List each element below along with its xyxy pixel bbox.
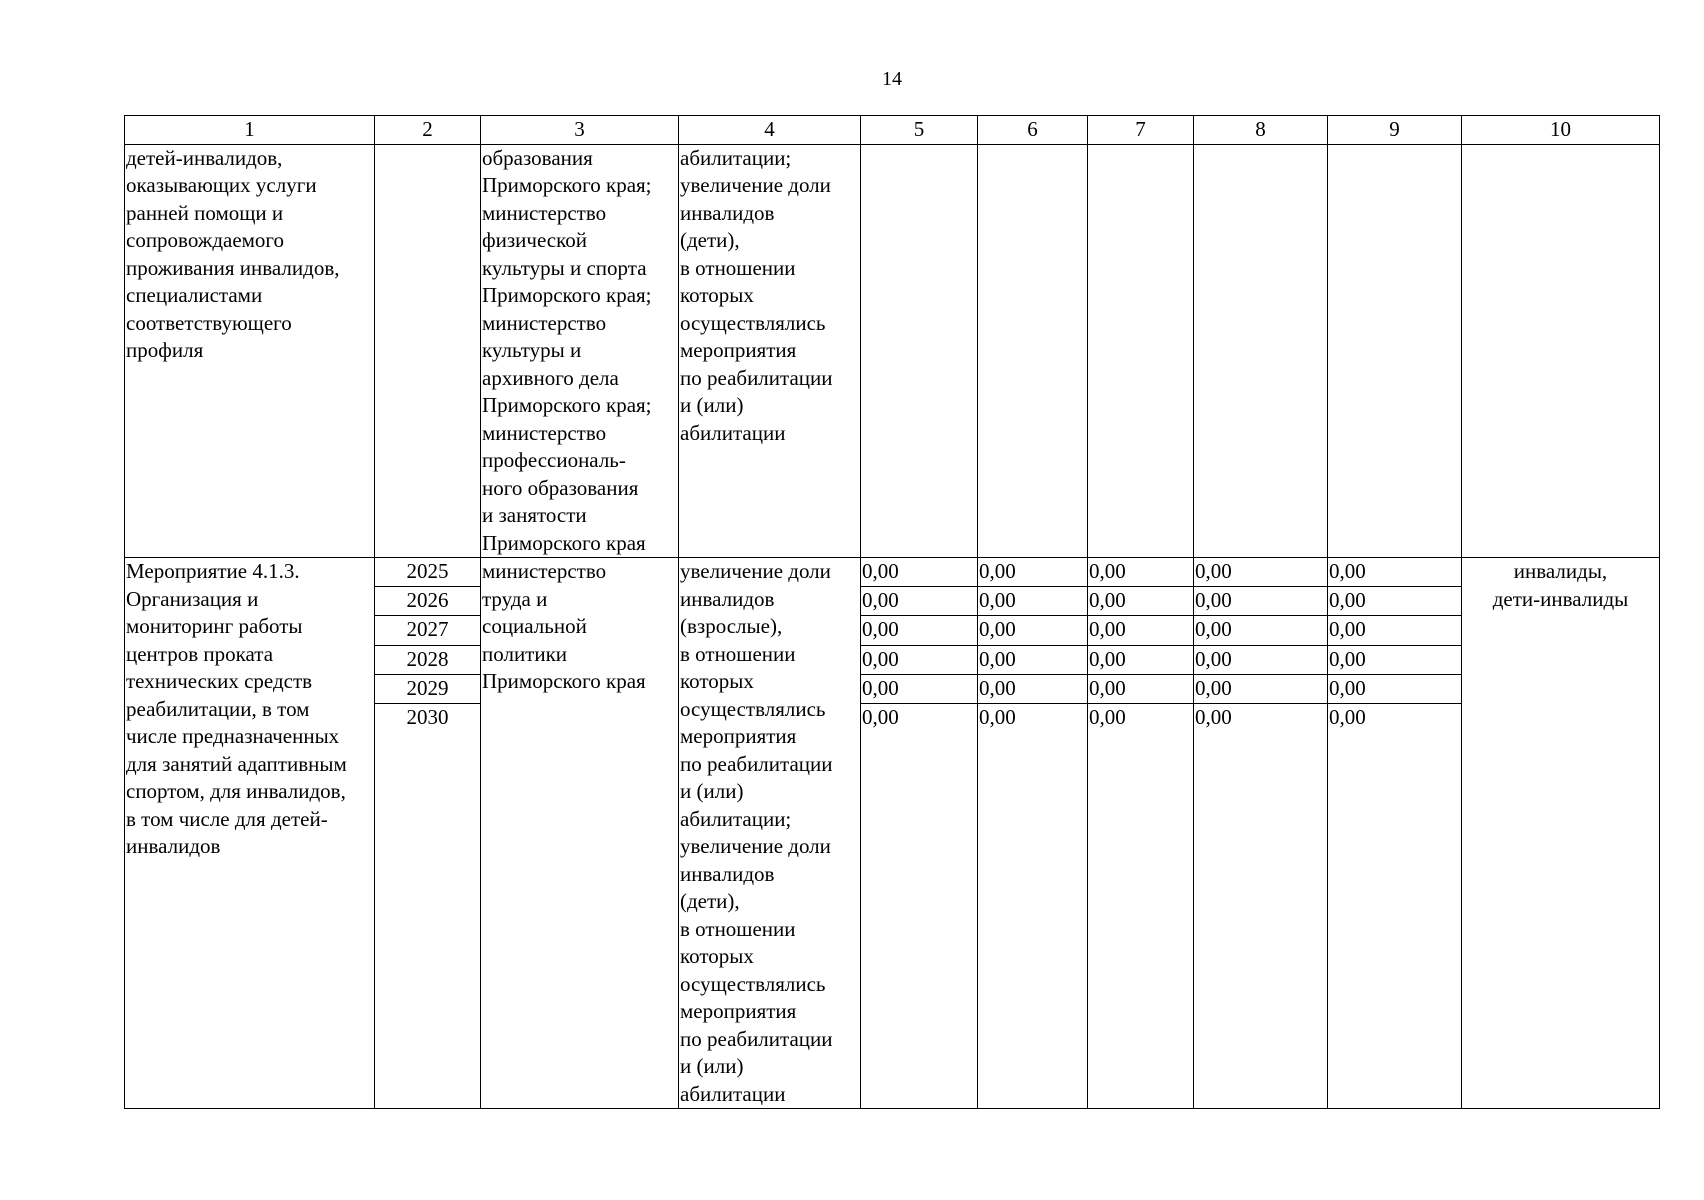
value-cell: 0,00 (1194, 587, 1328, 616)
value-cell: 0,00 (1088, 558, 1194, 587)
header-cell: 7 (1088, 116, 1194, 145)
measures-table (124, 115, 1660, 1109)
value-cell: 0,00 (978, 558, 1088, 587)
value-cell: 0,00 (1088, 587, 1194, 616)
value-cell: 0,00 (978, 587, 1088, 616)
year-cell: 2030 (375, 704, 481, 1109)
value-cell: 0,00 (1328, 704, 1462, 1109)
value-cell: 0,00 (1088, 645, 1194, 674)
page-number: 14 (882, 68, 902, 90)
value-cell: 0,00 (1194, 674, 1328, 703)
header-cell: 2 (375, 116, 481, 145)
value-cell: 0,00 (978, 616, 1088, 645)
value-cell: 0,00 (978, 674, 1088, 703)
value-cell: 0,00 (1194, 704, 1328, 1109)
value-cell: 0,00 (861, 674, 978, 703)
year-cell: 2028 (375, 645, 481, 674)
value-cell: 0,00 (1328, 645, 1462, 674)
value-cell: 0,00 (861, 558, 978, 587)
empty-cell (1328, 144, 1462, 558)
header-cell: 9 (1328, 116, 1462, 145)
value-cell: 0,00 (1088, 616, 1194, 645)
value-cell: 0,00 (1328, 674, 1462, 703)
value-cell: 0,00 (861, 616, 978, 645)
table-row (125, 558, 1660, 587)
target-group-cell: инвалиды, дети-инвалиды (1462, 558, 1660, 1109)
value-cell: 0,00 (861, 645, 978, 674)
year-cell: 2029 (375, 674, 481, 703)
executors-cell: образования Приморского края; министерство физической культуры и спорта Приморского края; министерство культуры и архивного дела Приморского края; министерство профессиональ- ного образования и занятости Приморского края (481, 144, 679, 558)
value-cell: 0,00 (978, 704, 1088, 1109)
executors-cell: министерство труда и социальной политики Приморского края (481, 558, 679, 1109)
measure-description: детей-инвалидов, оказывающих услуги ранней помощи и сопровождаемого проживания инвалидов, специалистами соответствующего профиля (125, 144, 375, 558)
value-cell: 0,00 (1328, 616, 1462, 645)
header-row (125, 116, 1660, 145)
year-cell: 2027 (375, 616, 481, 645)
value-cell: 0,00 (1088, 674, 1194, 703)
value-cell: 0,00 (1088, 704, 1194, 1109)
empty-cell (1194, 144, 1328, 558)
value-cell: 0,00 (1328, 558, 1462, 587)
value-cell: 0,00 (861, 587, 978, 616)
value-cell: 0,00 (1194, 645, 1328, 674)
header-cell: 5 (861, 116, 978, 145)
empty-cell (1462, 144, 1660, 558)
header-cell: 1 (125, 116, 375, 145)
header-cell: 4 (679, 116, 861, 145)
value-cell: 0,00 (861, 704, 978, 1109)
value-cell: 0,00 (1328, 587, 1462, 616)
measure-description: Мероприятие 4.1.3. Организация и мониторинг работы центров проката технических средств реабилитации, в том числе предназначенных для занятий адаптивным спортом, для инвалидов, в том числе для детей- инвалидов (125, 558, 375, 1109)
table-row (125, 144, 1660, 558)
header-cell: 8 (1194, 116, 1328, 145)
empty-cell (978, 144, 1088, 558)
value-cell: 0,00 (978, 645, 1088, 674)
value-cell: 0,00 (1194, 558, 1328, 587)
empty-cell (375, 144, 481, 558)
result-cell: абилитации; увеличение доли инвалидов (дети), в отношении которых осуществлялись мероприятия по реабилитации и (или) абилитации (679, 144, 861, 558)
header-cell: 3 (481, 116, 679, 145)
year-cell: 2026 (375, 587, 481, 616)
value-cell: 0,00 (1194, 616, 1328, 645)
header-cell: 10 (1462, 116, 1660, 145)
empty-cell (1088, 144, 1194, 558)
empty-cell (861, 144, 978, 558)
header-cell: 6 (978, 116, 1088, 145)
result-cell: увеличение доли инвалидов (взрослые), в отношении которых осуществлялись мероприятия по реабилитации и (или) абилитации; увеличение доли инвалидов (дети), в отношении которых осуществлялись мероприятия по реабилитации и (или) абилитации (679, 558, 861, 1109)
year-cell: 2025 (375, 558, 481, 587)
